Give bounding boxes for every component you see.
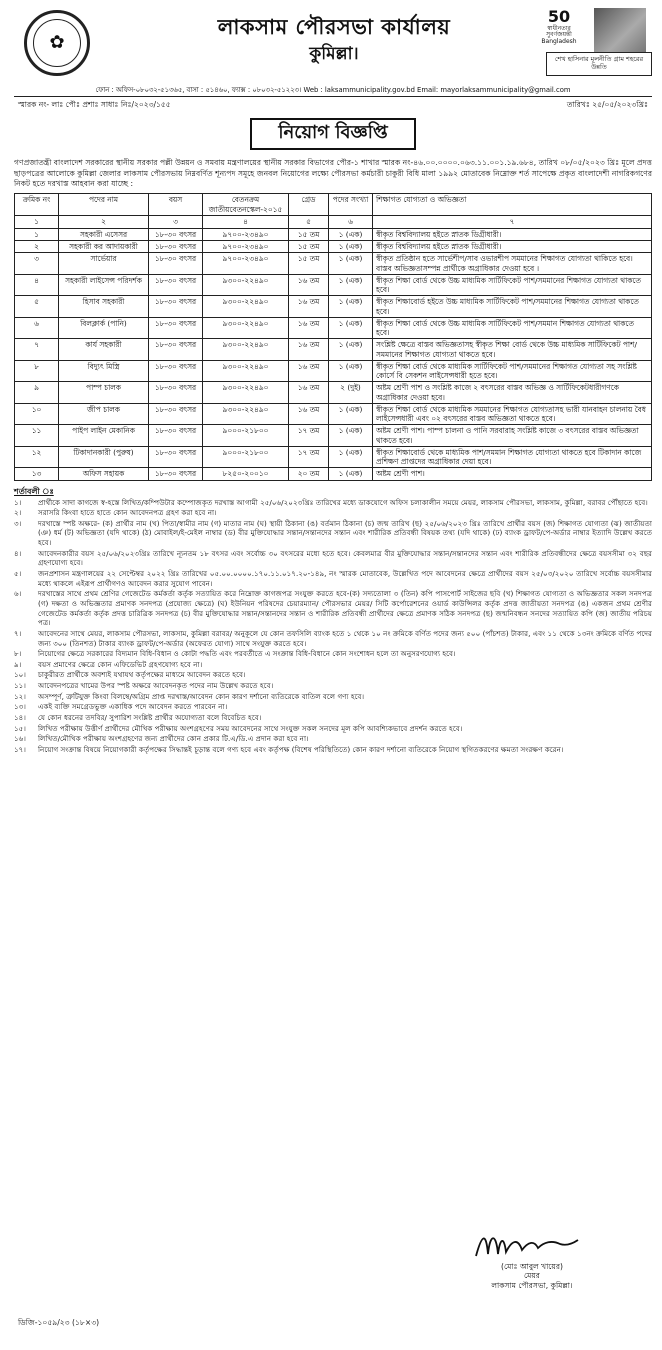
- posts-table-body: [15, 228, 652, 480]
- table-row: [15, 228, 652, 240]
- table-row: [15, 317, 652, 339]
- condition-text: প্রার্থীকে সাদা কাগজে স্ব-হস্তে লিখিত/কম্পিউটার কম্পোজকৃত দরখাস্ত আগামী ২৫/০৬/২০২৩খ্রিঃ তারিখের মধ্যে ডাকযোগে অফিস চলাকালীন সময়ে মেয়র, লাকসাম পৌরসভা, লাকসাম, কুমিল্লা, বরাবর পৌঁছাতে হবে।: [38, 497, 648, 507]
- anniversary-number: 50: [547, 7, 571, 26]
- cell-age: ১৮-৩০ বৎসর: [149, 274, 203, 296]
- condition-number: ৭।: [14, 628, 22, 638]
- cell-grade: ১৬ তম: [289, 317, 329, 339]
- cell-age: ১৮-৩০ বৎসর: [149, 382, 203, 404]
- header-serial: ক্রমিক নং: [15, 194, 59, 216]
- condition-item: [14, 498, 652, 508]
- cell-grade: ১৭ তম: [289, 446, 329, 468]
- table-row: [15, 253, 652, 275]
- cell-qualification: অষ্টম শ্রেণী পাশ।: [373, 468, 652, 480]
- signature-block: [442, 1228, 622, 1290]
- condition-text: সরাসরি কিংবা হাতে হাতে কোন আবেদনপত্র গ্রহণ করা হবে না।: [38, 508, 217, 518]
- header-grade: গ্রেড: [289, 194, 329, 216]
- condition-number: ১৬।: [14, 734, 26, 744]
- condition-number: ১৩।: [14, 702, 26, 712]
- condition-number: ১০।: [14, 670, 26, 680]
- cell-serial: ১: [15, 228, 59, 240]
- conditions-title: শর্তাবলী ঃ: [14, 486, 54, 496]
- condition-item: [14, 745, 652, 755]
- table-row: [15, 360, 652, 382]
- contact-line: ফোন : অফিস-০৮০৩২-৫১৩৬৫, বাসা : ৫১৪৬০, ফ্যাক্স : ০৮০৩২-৫১২২৩। Web : laksammunicipality.gov.bd Email: mayorlaksammunicipality@gmail.com: [14, 86, 652, 97]
- condition-item: [14, 519, 652, 548]
- cell-pay-scale: ৯৭০০-২৩৪৯০: [203, 228, 289, 240]
- cell-post-count: ২ (দুই): [329, 382, 373, 404]
- condition-item: [14, 569, 652, 588]
- condition-number: ১২।: [14, 691, 26, 701]
- cell-grade: ১৬ তম: [289, 296, 329, 318]
- cell-age: ১৮-৩০ বৎসর: [149, 425, 203, 447]
- condition-item: [14, 649, 652, 659]
- condition-item: [14, 508, 652, 518]
- cell-serial: ৫: [15, 296, 59, 318]
- condition-number: ১।: [14, 497, 22, 507]
- condition-item: [14, 670, 652, 680]
- table-row: [15, 339, 652, 361]
- header-qualification: শিক্ষাগত যোগ্যতা ও অভিজ্ঞতা: [373, 194, 652, 216]
- cell-qualification: অষ্টম শ্রেণী পাশ। পাম্প চালনা ও পানি সরবারাহ সংশ্লিষ্ট কাজে ৩ বৎসরের বাস্তব অভিজ্ঞতা থাকতে হবে।: [373, 425, 652, 447]
- header-age: বয়স: [149, 194, 203, 216]
- cell-post-name: টিকাদানকারী (পুরুষ): [59, 446, 149, 468]
- cell-post-count: ১ (এক): [329, 403, 373, 425]
- cell-serial: ২: [15, 241, 59, 253]
- portrait-image: [594, 8, 646, 52]
- cell-post-name: বিলক্লার্ক (পানি): [59, 317, 149, 339]
- cell-post-count: ১ (এক): [329, 317, 373, 339]
- cell-serial: ৪: [15, 274, 59, 296]
- cell-post-name: পাইপ লাইন মেকানিক: [59, 425, 149, 447]
- condition-text: অসম্পূর্ণ, ত্রুটিযুক্ত কিংবা বিলম্বে/অগ্রিম প্রাপ্ত দরখাস্ত/আবেদন কোন কারণ দর্শানো ব্যতিরেকে বাতিল বলে গণ্য হবে।: [38, 691, 365, 701]
- cell-pay-scale: ৯৩০০-২২৪৯০: [203, 382, 289, 404]
- table-row: [15, 425, 652, 447]
- cell-pay-scale: ৯৩০০-২২৪৯০: [203, 274, 289, 296]
- condition-item: [14, 702, 652, 712]
- condition-item: [14, 629, 652, 648]
- cell-post-name: সার্ভেয়ার: [59, 253, 149, 275]
- cell-qualification: স্বীকৃত প্রতিষ্ঠান হতে সার্ভেশীপ/সাব ওভারশীপ সমমানের শিক্ষাগত যোগ্যতা থাকিতে হবে। বাস্তব অভিজ্ঞতাসম্পন্ন প্রার্থীকে অগ্রাধিকার দেওয়া হবে ।: [373, 253, 652, 275]
- cell-age: ১৮-৩০ বৎসর: [149, 228, 203, 240]
- cell-grade: ১৭ তম: [289, 425, 329, 447]
- condition-text: দরখাস্তে স্পষ্ট অক্ষরে- (ক) প্রার্থীর নাম (খ) পিতা/স্বামীর নাম (গ) মাতার নাম (ঘ) স্থায়ী ঠিকানা (ঙ) বর্তমান ঠিকানা (চ) জন্ম তারিখ (ছ) ২৫/০৬/২০২৩ খ্রিঃ তারিখে প্রার্থীর বয়স (জ) শিক্ষাগত যোগ্যতা (ঝ) জাতীয়তা (ঞ) ধর্ম (ট) অভিজ্ঞতা (যদি থাকে) (ঠ) মোবাইল/ই-মেইল নাম্বার (ড) বীর মুক্তিযোদ্ধার সন্তান/সন্তানদের সন্তান এবং শারীরিক প্রতিবন্ধী বিষয়ক তথ্য (যদি থাকে) (ঢ) ব্যাংক ড্রাফট/পে-অর্ডার নাম্বার ইত্যাদি উল্লেখ করতে হবে।: [38, 518, 652, 548]
- condition-number: ১৭।: [14, 744, 26, 754]
- cell-serial: ১১: [15, 425, 59, 447]
- table-row: [15, 274, 652, 296]
- condition-item: [14, 713, 652, 723]
- signature-scribble-icon: [472, 1228, 582, 1262]
- cell-serial: ৯: [15, 382, 59, 404]
- condition-text: লিখিত/মৌখিক পরীক্ষায় অংশগ্রহণের জন্য প্রার্থীদের কোন প্রকার টি.এ/ডি.এ প্রদান করা হবে না।: [38, 734, 309, 744]
- cell-post-count: ১ (এক): [329, 425, 373, 447]
- conditions-list: [14, 498, 652, 755]
- municipality-seal-logo: [24, 10, 90, 76]
- condition-text: চাকুরীরত প্রার্থীকে অবশ্যই যথাযথ কর্তৃপক্ষের মাধ্যমে আবেদন করতে হবে।: [38, 670, 246, 680]
- table-number-row: [15, 215, 652, 228]
- condition-item: [14, 549, 652, 568]
- cell-grade: ১৫ তম: [289, 253, 329, 275]
- cell-pay-scale: ৯৩০০-২২৪৯০: [203, 296, 289, 318]
- cell-grade: ১৫ তম: [289, 241, 329, 253]
- cell-post-count: ১ (এক): [329, 446, 373, 468]
- condition-text: বয়স প্রমাণের ক্ষেত্রে কোন এফিডেভিট গ্রহণযোগ্য হবে না।: [38, 659, 203, 669]
- cell-pay-scale: ৯৩০০-২২৪৯০: [203, 317, 289, 339]
- cell-post-name: জীপ চালক: [59, 403, 149, 425]
- cell-serial: ১৩: [15, 468, 59, 480]
- cell-post-name: হিসাব সহকারী: [59, 296, 149, 318]
- office-title: লাকসাম পৌরসভা কার্যালয়: [217, 14, 451, 39]
- header-number: ৩: [149, 215, 203, 228]
- cell-age: ১৮-৩০ বৎসর: [149, 446, 203, 468]
- header-number: ৪: [203, 215, 289, 228]
- cell-qualification: স্বীকৃত শিক্ষা বোর্ড থেকে মাধ্যমিক সার্টিফিকেট পাশ/সমমানের শিক্ষাগত যোগ্যতা সহ সংশ্লিষ্ট কোর্সে বি সেকশন লাইসেন্সধারী হতে হবে।: [373, 360, 652, 382]
- cell-pay-scale: ৯৩০০-২২৪৯০: [203, 403, 289, 425]
- condition-number: ৩।: [14, 518, 22, 528]
- cell-age: ১৮-৩০ বৎসর: [149, 296, 203, 318]
- cell-qualification: স্বীকৃত বিশ্ববিদ্যালয় হইতে স্নাতক ডিগ্রীধারী।: [373, 228, 652, 240]
- footer-code: ডিজি-১০৫৯/২৩ (১৮×৩): [18, 1318, 100, 1327]
- cell-post-count: ১ (এক): [329, 360, 373, 382]
- signatory-office: লাকসাম পৌরসভা, কুমিল্লা।: [491, 1280, 573, 1290]
- cell-qualification: স্বীকৃত বিশ্ববিদ্যালয় হইতে স্নাতক ডিগ্রীধারী।: [373, 241, 652, 253]
- cell-post-name: সহকারী এসেসর: [59, 228, 149, 240]
- cell-post-name: বিদ্যুৎ মিস্ত্রি: [59, 360, 149, 382]
- cell-pay-scale: ৯০০০-২১৮০০: [203, 446, 289, 468]
- office-title-block: [164, 14, 504, 66]
- condition-number: ৫।: [14, 569, 22, 579]
- condition-text: যে কোন ধরনের তদবির/ সুপারিশ সংশ্লিষ্ট প্রার্থীর অযোগ্যতা বলে বিবেচিত হবে।: [38, 713, 262, 722]
- cell-post-name: অফিস সহায়ক: [59, 468, 149, 480]
- cell-serial: ৭: [15, 339, 59, 361]
- condition-item: [14, 660, 652, 670]
- cell-serial: ৮: [15, 360, 59, 382]
- condition-item: [14, 681, 652, 691]
- condition-text: দরখাস্তের সাথে প্রথম শ্রেণির গেজেটেড কর্মকর্তা কর্তৃক সত্যায়িত করে নিম্নোক্ত কাগজপত্র সংযুক্ত করতে হবে-(ক) সদ্যতোলা ৩ (তিন) কপি পাসপোর্ট সাইজের ছবি (খ) শিক্ষাগত যোগ্যতা ও অভিজ্ঞতার সকল সনদপত্র (গ) দক্ষতা ও অভিজ্ঞতার প্রমাণক সনদপত্র (প্রযোজ্য ক্ষেত্রে) (ঘ) ইউনিয়ন পরিষদের চেয়ারম্যান/ পৌরসভার মেয়র/ সিটি কর্পোরেশনের ওয়ার্ড কাউন্সিলর কর্তৃক প্রদত্ত জাতীয়তা সনদপত্র (ঙ) একজন প্রথম শ্রেণীর গেজেটেড কর্মকর্তা কর্তৃক প্রদত্ত চারিত্রিক সনদপত্র (চ) বীর মুক্তিযোদ্ধার সন্তান/সন্তানদের সন্তান ও শারীরিক প্রতিবন্ধী প্রার্থীদের ক্ষেত্রে প্রমাণক সঠিক সনদপত্র (ছ) জন্মনিবন্ধন সনদের সত্যায়িত কপি (জ) জাতীয় পরিচয় পত্র।: [38, 589, 652, 628]
- condition-number: ৮।: [14, 649, 22, 659]
- signature-image: [442, 1228, 622, 1262]
- cell-post-count: ১ (এক): [329, 241, 373, 253]
- golden-jubilee-logo: [534, 8, 584, 48]
- anniversary-text: স্বাধীনতার সুবর্ণজয়ন্তী Bangladesh: [541, 24, 577, 45]
- notice-title-wrap: [14, 118, 652, 151]
- cell-age: ১৮-৩০ বৎসর: [149, 339, 203, 361]
- cell-post-name: সহকারী কর আদায়কারী: [59, 241, 149, 253]
- cell-qualification: স্বীকৃত শিক্ষা বোর্ড থেকে উচ্চ মাধ্যমিক সার্টিফিকেট পাশ/সমমানের শিক্ষাগত যোগ্যতা থাকতে হবে।: [373, 274, 652, 296]
- cell-grade: ১৫ তম: [289, 228, 329, 240]
- cell-pay-scale: ৮২৫০-২০০১০: [203, 468, 289, 480]
- cell-age: ১৮-৩০ বৎসর: [149, 403, 203, 425]
- cell-qualification: স্বীকৃত শিক্ষাবোর্ড থেকে মাধ্যমিক পাশ/সমমান শিক্ষাগত যোগ্যতা থাকতে হবে টিকাদান কাজে প্রশিক্ষণ প্রাপ্তদের অগ্রাধিকার দেয়া হবে।: [373, 446, 652, 468]
- signatory-name: (মোঃ আবুল খায়ের): [501, 1262, 563, 1271]
- header-number: ৫: [289, 215, 329, 228]
- cell-serial: ১০: [15, 403, 59, 425]
- condition-item: [14, 589, 652, 628]
- notice-title: নিয়োগ বিজ্ঞপ্তি: [250, 118, 415, 151]
- intro-paragraph: গণপ্রজাতন্ত্রী বাংলাদেশ সরকারের স্থানীয় সরকার পল্লী উন্নয়ন ও সমবায় মন্ত্রণালয়ের স্থানীয় সরকার বিভাগের পৌর-১ শাখার স্মারক নং-৪৬.০০.০০০০.০৬৩.১১.০০১.১৯.৬৮৪, তারিখ ০৮/০৫/২০২৩ খ্রিঃ মূলে প্রদত্ত ছাড়পত্রের আলোকে কুমিল্লা জেলার লাকসাম পৌরসভায় নিম্নবর্ণিত শূন্যপদ সমূহে জনবল নিয়োগের লক্ষ্যে পৌরসভা কর্মচারী চাকুরী বিধি মালা ১৯৯২ মোতাবেক নিম্নোক্ত শর্ত সাপেক্ষে প্রকৃত বাংলাদেশী নাগরিকগণের নিকট হতে দরখাস্ত আহবান করা যাচ্ছে :: [14, 158, 652, 188]
- cell-post-count: ১ (এক): [329, 339, 373, 361]
- cell-age: ১৮-৩০ বৎসর: [149, 241, 203, 253]
- signatory-title: মেয়র: [524, 1271, 540, 1281]
- cell-post-name: পাম্প চালক: [59, 382, 149, 404]
- memo-row: [14, 97, 652, 109]
- cell-pay-scale: ৯০০০-২১৮০০: [203, 425, 289, 447]
- slogan-box: শেখ হাসিনার মূলনীতি গ্রাম শহরের উন্নতি: [546, 52, 652, 76]
- condition-text: জনপ্রশাসন মন্ত্রণালয়ের ২২ সেপ্টেম্বর ২০২২ খ্রিঃ তারিখের ০৫.০০.০০০০.১৭০.১১.০১৭.২০-১৪৯, নং স্মারক মোতাবেক, উল্লেখিত পদে আবেদনের ক্ষেত্রে প্রার্থীদের বয়স ২৫/০৩/২০২০ তারিখে সর্বোচ্চ বয়সসীমার মধ্যে থাকলে এইরূপ প্রার্থীগণও আবেদন করার সুযোগ পাবেন।: [38, 569, 652, 588]
- cell-qualification: স্বীকৃত শিক্ষা বোর্ড থেকে মাধ্যমিক সমমানের শিক্ষাগত যোগ্যতাসহ ভারী যানবাহন চালনায় বৈধ লাইসেন্সধারী এবং ০২ বৎসরের বাস্তব অভিজ্ঞতা থাকতে হবে।: [373, 403, 652, 425]
- table-header-row: [15, 194, 652, 216]
- cell-grade: ২০ তম: [289, 468, 329, 480]
- cell-post-count: ১ (এক): [329, 228, 373, 240]
- condition-number: ৬।: [14, 589, 22, 599]
- cell-serial: ৩: [15, 253, 59, 275]
- cell-age: ১৮-৩০ বৎসর: [149, 253, 203, 275]
- table-row: [15, 382, 652, 404]
- cell-age: ১৮-৩০ বৎসর: [149, 468, 203, 480]
- table-row: [15, 403, 652, 425]
- header-scale: বেতনক্রম জাতীয়বেতনস্কেল-২০১৫: [203, 194, 289, 216]
- cell-serial: ৬: [15, 317, 59, 339]
- cell-serial: ১২: [15, 446, 59, 468]
- condition-text: আবেদনপত্রের খামের উপর স্পষ্ট অক্ষরে আবেদনকৃত পদের নাম উল্লেখ করতে হবে।: [38, 681, 274, 691]
- cell-grade: ১৬ তম: [289, 382, 329, 404]
- cell-pay-scale: ৯৩০০-২২৪৯০: [203, 339, 289, 361]
- condition-text: আবেদনের সাথে মেয়র, লাকসাম পৌরসভা, লাকসাম, কুমিল্লা বরাবর/ অনুকূলে যে কোন তফসিলি ব্যাংক হতে ১ থেকে ১০ নং ক্রমিকে বর্ণিত পদের জন্য ৫০০ (পাঁচশত) টাকার, এবং ১১ থেকে ১৩নং ক্রমিকে বর্ণিত পদের জন্য ৩০০ (তিনশত) টাকার ব্যাংক ড্রাফট/পে-অর্ডার (অফেরত যোগ্য) সাথে সংযুক্ত করতে হবে।: [38, 628, 652, 648]
- header-number: ২: [59, 215, 149, 228]
- cell-grade: ১৬ তম: [289, 403, 329, 425]
- condition-text: নিয়োগের ক্ষেত্রে সরকারের বিদ্যমান বিধি-বিধান ও কোটা পদ্ধতি এবং পরবর্তীতে এ সংক্রান্ত বিধি-বিধানে কোন সংশোধন হলে তা অনুসরণযোগ্য হবে।: [38, 649, 456, 659]
- cell-post-count: ১ (এক): [329, 468, 373, 480]
- posts-table: [14, 193, 652, 480]
- cell-post-name: সহকারী লাইসেন্স পরিদর্শক: [59, 274, 149, 296]
- cell-pay-scale: ৯৭০০-২৩৪৯০: [203, 253, 289, 275]
- condition-text: নিয়োগ সংক্রান্ত বিষয়ে নিয়োগকারী কর্তৃপক্ষের সিদ্ধান্তই চূড়ান্ত বলে গণ্য হবে এবং কর্তৃপক্ষ (বিশেষ পরিস্থিতিতে) কোন কারণ দর্শানো ব্যতিরেকে নিয়োগ স্থগিতকরণের ক্ষমতা সংরক্ষণ করেন।: [38, 744, 564, 754]
- cell-qualification: স্বীকৃত শিক্ষাবোর্ড হইতে উচ্চ মাধ্যমিক সার্টিফিকেট পাশ/সমমানের শিক্ষাগত যোগ্যতা থাকতে হবে।: [373, 296, 652, 318]
- cell-age: ১৮-৩০ বৎসর: [149, 317, 203, 339]
- cell-post-count: ১ (এক): [329, 253, 373, 275]
- notice-date: তারিখঃ ২৫/০৫/২০২৩খ্রিঃ: [566, 100, 648, 110]
- cell-age: ১৮-৩০ বৎসর: [149, 360, 203, 382]
- condition-number: ৪।: [14, 548, 22, 558]
- condition-text: লিখিত পরীক্ষায় উত্তীর্ণ প্রার্থীদের মৌখিক পরীক্ষায় অংশগ্রহণের সময় আবেদনের সাথে সংযুক্ত সকল সনদের মূল কপি আবশ্যিকভাবে প্রদর্শন করতে হবে।: [38, 723, 463, 733]
- cell-pay-scale: ৯৭০০-২৩৪৯০: [203, 241, 289, 253]
- header-post: পদের নাম: [59, 194, 149, 216]
- condition-item: [14, 724, 652, 734]
- header-number: ৭: [373, 215, 652, 228]
- table-row: [15, 446, 652, 468]
- cell-grade: ১৬ তম: [289, 339, 329, 361]
- cell-post-count: ১ (এক): [329, 274, 373, 296]
- header-number: ৬: [329, 215, 373, 228]
- table-row: [15, 241, 652, 253]
- table-row: [15, 468, 652, 480]
- condition-number: ১৪।: [14, 713, 26, 722]
- cell-grade: ১৬ তম: [289, 274, 329, 296]
- cell-post-name: কার্য সহকারী: [59, 339, 149, 361]
- cell-post-count: ১ (এক): [329, 296, 373, 318]
- memo-number: স্মারক নং- লাঃ পৌঃ প্রশাঃ সাধাঃ নিঃ/২০২৩/১৫৫: [18, 100, 171, 110]
- condition-text: একই ব্যক্তি সমগ্রেডভুক্ত একাধিক পদে আবেদন করতে পারবেন না।: [38, 702, 228, 712]
- condition-number: ২।: [14, 508, 22, 518]
- condition-number: ১৫।: [14, 723, 26, 733]
- condition-item: [14, 692, 652, 702]
- cell-grade: ১৬ তম: [289, 360, 329, 382]
- cell-pay-scale: ৯৩০০-২২৪৯০: [203, 360, 289, 382]
- office-city: কুমিল্লা।: [309, 44, 359, 65]
- cell-qualification: অষ্টম শ্রেণী পাশ ও সংশ্লিষ্ট কাজে ২ বৎসরের বাস্তব অভিজ্ঞ ও সার্টিফিকেটধারীগণকে অগ্রাধিকার দেওয়া হবে।: [373, 382, 652, 404]
- cell-qualification: স্বীকৃত শিক্ষা বোর্ড থেকে উচ্চ মাধ্যমিক সার্টিফিকেট পাশ/সমমান শিক্ষাগত যোগ্যতা থাকতে হবে।: [373, 317, 652, 339]
- condition-number: ১১।: [14, 681, 26, 691]
- header-count: পদের সংখ্যা: [329, 194, 373, 216]
- cell-qualification: সংশ্লিষ্ট ক্ষেত্রে বাস্তব অভিজ্ঞতাসহ স্বীকৃত শিক্ষা বোর্ড থেকে উচ্চ মাধ্যমিক সার্টিফিকেট পাশ/সমমানের শিক্ষাগত যোগ্যতা থাকতে হবে।: [373, 339, 652, 361]
- table-row: [15, 296, 652, 318]
- condition-item: [14, 734, 652, 744]
- header-number: ১: [15, 215, 59, 228]
- seal-emblem-icon: ✿: [33, 19, 81, 67]
- condition-number: ৯।: [14, 659, 22, 669]
- condition-text: আবেদনকারীর বয়স ২৫/০৬/২০২৩খ্রিঃ তারিখে ন্যূনতম ১৮ বৎসর এবং সর্বোচ্চ ৩০ বৎসরের মধ্যে হতে হবে। কেবলমাত্র বীর মুক্তিযোদ্ধার সন্তান/সন্তানদের সন্তান এবং শারীরিক প্রতিবন্ধীদের ক্ষেত্রে বয়সসীমা ৩২ বছর গ্রহণযোগ্য হবে।: [38, 548, 652, 568]
